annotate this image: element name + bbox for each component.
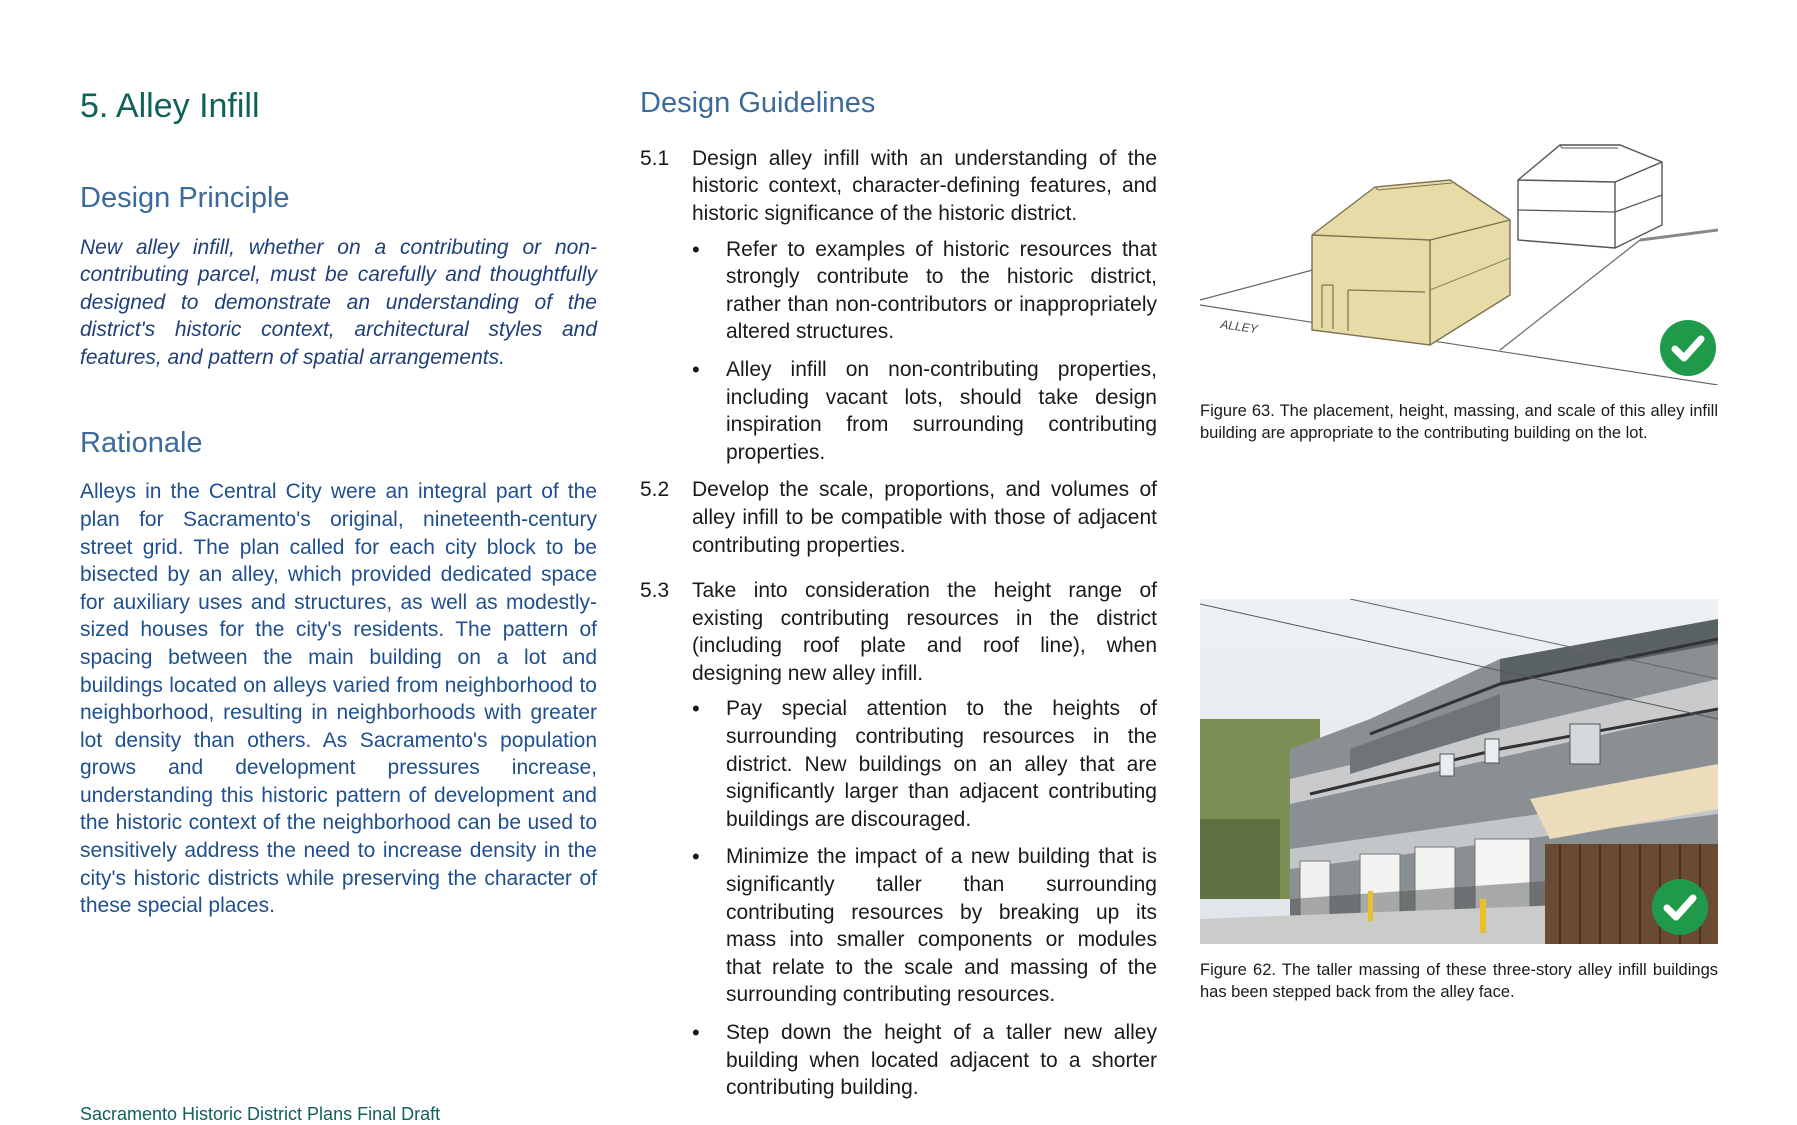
guideline-bullets [640,695,1157,1101]
principle-heading: Design Principle [80,181,290,214]
principle-text: New alley infill, whether on a contributing or non-contributing parcel, must be carefully and thoughtfully designed to demonstrate an understanding of the district's historic context, architectural styles and features, and pattern of spatial arrangements. [80,235,597,369]
guideline-text: Design alley infill with an understanding of the historic context, character-defining features, and historic significance of the historic district. [692,146,1157,225]
alley-label: ALLEY [1219,317,1259,337]
figure-63 [1200,140,1718,444]
guideline-number: 5.3 [640,579,670,603]
guideline-bullet: • Pay special attention to the heights of surrounding contributing resources in the district. New buildings on an alley that are significantly larger than adjacent contributing buildings are discouraged. [692,695,1157,833]
figure-62 [1200,599,1718,1003]
rationale-heading: Rationale [80,426,203,459]
guideline-bullets [640,236,1157,467]
guideline-bullet: • Minimize the impact of a new building that is significantly taller than surrounding contributing resources by breaking up its mass into smaller components or modules that relate to the scale and massing of the surrounding contributing resources. [692,843,1157,1009]
guideline-item [640,476,1157,559]
alley-infill-photo [1200,599,1718,944]
figure-62-caption: Figure 62. The taller massing of these three-story alley infill buildings has been stepped back from the alley face. [1200,961,1718,1001]
guidelines-list [640,145,1157,1102]
guideline-text: Develop the scale, proportions, and volumes of alley infill to be compatible with those of adjacent contributing properties. [692,478,1157,557]
middle-column [640,86,1157,1112]
page-footer: Sacramento Historic District Plans Final Draft [80,1104,441,1124]
guideline-text: Take into consideration the height range of existing contributing resources in the district (including roof plate and roof line), when designing new alley infill. [692,579,1157,685]
guideline-item [640,577,1157,687]
approved-check-icon [1652,879,1708,935]
alley-infill-diagram [1200,140,1718,385]
guidelines-heading: Design Guidelines [640,87,876,119]
left-column [80,86,597,920]
guideline-number: 5.2 [640,478,670,502]
guideline-bullet: • Alley infill on non-contributing properties, including vacant lots, should take design inspiration from surrounding contributing properties. [692,356,1157,466]
guideline-bullet: • Step down the height of a taller new alley building when located adjacent to a shorter contributing building. [692,1019,1157,1102]
guideline-item [640,145,1157,228]
guideline-bullet: • Refer to examples of historic resources that strongly contribute to the historic district, rather than non-contributors or inappropriately altered structures. [692,236,1157,346]
guideline-number: 5.1 [640,146,670,170]
section-title: 5. Alley Infill [80,87,260,125]
approved-check-icon [1660,320,1716,376]
figure-63-caption: Figure 63. The placement, height, massing, and scale of this alley infill building are appropriate to the contributing building on the lot. [1200,402,1718,442]
right-column [1200,140,1718,1001]
rationale-text: Alleys in the Central City were an integral part of the plan for Sacramento's original, nineteenth-century street grid. The plan called for each city block to be bisected by an alley, which provided dedicated space for auxiliary uses and structures, as well as modestly-sized houses for the city's residents. The pattern of spacing between the main building on a lot and buildings located on alleys varied from neighborhood to neighborhood, resulting in neighborhoods with greater lot density than others. As Sacramento's population grows and development pressures increase, understanding this historic pattern of development and the historic context of the neighborhood can be used to sensitively address the need to increase density in the city's historic districts while preserving the character of these special places. [80,480,597,918]
